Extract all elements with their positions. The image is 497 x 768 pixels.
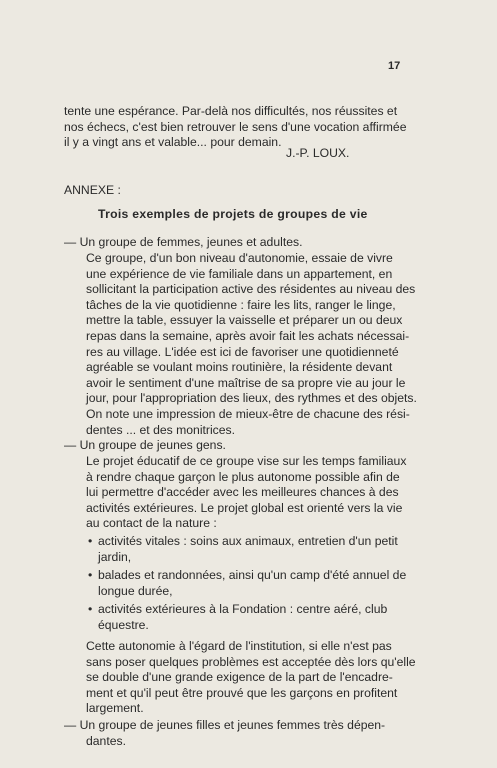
paragraph-line: une expérience de vie familiale dans un appartement, en [86, 266, 393, 281]
bullet-icon: • [88, 568, 93, 583]
paragraph-line: dantes. [86, 734, 126, 748]
bullet-icon: • [88, 602, 93, 617]
paragraph-line: repas dans la semaine, après avoir fait les achats nécessai- [86, 328, 410, 343]
paragraph-line: ment et qu'il peut être prouvé que les garçons en profitent [86, 685, 398, 700]
item-paragraph [86, 734, 126, 750]
paragraph-line: res au village. L'idée est ici de favoriser une quotidienneté [86, 344, 399, 359]
item-paragraph [86, 639, 416, 717]
paragraph-line: au contact de la nature : [86, 516, 217, 531]
bullet-item [86, 568, 406, 599]
item-paragraph [86, 251, 417, 438]
bullet-line: équestre. [98, 617, 149, 632]
bullet-item [86, 602, 406, 633]
item-heading: — Un groupe de femmes, jeunes et adultes. [64, 235, 303, 249]
paragraph-line: Ce groupe, d'un bon niveau d'autonomie, essaie de vivre [86, 251, 393, 265]
paragraph-line: On note une impression de mieux-être de chacune des rési- [86, 406, 410, 421]
intro-line: nos échecs, c'est bien retrouver le sens d'une vocation affirmée [64, 119, 407, 134]
page-number: 17 [388, 60, 401, 72]
bullet-list [86, 534, 406, 637]
paragraph-line: tâches de la vie quotidienne : faire les lits, ranger le linge, [86, 297, 396, 312]
bullet-line: activités vitales : soins aux animaux, entretien d'un petit [98, 534, 398, 548]
paragraph-line: à rendre chaque garçon le plus autonome possible afin de [86, 469, 400, 484]
paragraph-line: mettre la table, essuyer la vaisselle et préparer un ou deux [86, 313, 403, 328]
paragraph-line: avoir le sentiment d'une maîtrise de sa propre vie au jour le [86, 375, 406, 390]
bullet-line: longue durée, [98, 583, 173, 598]
bullet-line: activités extérieures à la Fondation : centre aéré, club [98, 602, 388, 617]
item-heading: — Un groupe de jeunes filles et jeunes femmes très dépen- [64, 718, 386, 732]
bullet-icon: • [88, 534, 93, 548]
paragraph-line: jour, pour l'appropriation des lieux, des rythmes et des objets. [86, 391, 417, 406]
bullet-item [86, 534, 406, 565]
intro-paragraph [64, 104, 434, 151]
paragraph-line: Le projet éducatif de ce groupe vise sur les temps familiaux [86, 454, 407, 468]
paragraph-line: se double d'une grande exigence de la part de l'encadre- [86, 670, 393, 685]
paragraph-line: sollicitant la participation active des résidentes au niveau des [86, 282, 416, 297]
annexe-title: Trois exemples de projets de groupes de vie [98, 207, 368, 221]
item-heading: — Un groupe de jeunes gens. [64, 438, 226, 452]
paragraph-line: lui permettre d'accéder avec les meilleures chances à des [86, 485, 399, 500]
bullet-line: balades et randonnées, ainsi qu'un camp d'été annuel de [98, 568, 407, 583]
bullet-line: jardin, [98, 549, 132, 564]
item-paragraph [86, 454, 406, 532]
paragraph-line: agréable se voulant moins routinière, la résidente devant [86, 360, 393, 375]
paragraph-line: Cette autonomie à l'égard de l'institution, si elle n'est pas [86, 639, 392, 653]
intro-line: tente une espérance. Par-delà nos difficultés, nos réussites et [64, 104, 398, 118]
paragraph-line: sans poser quelques problèmes est acceptée dès lors qu'elle [86, 654, 416, 669]
paragraph-line: dentes ... et des monitrices. [86, 422, 236, 437]
author-signature: J.-P. LOUX. [286, 146, 350, 160]
paragraph-line: largement. [86, 701, 144, 716]
annexe-label: ANNEXE : [64, 183, 121, 197]
paragraph-line: activités extérieures. Le projet global est orienté vers la vie [86, 500, 403, 515]
intro-line: il y a vingt ans et valable... pour demain. [64, 135, 282, 150]
